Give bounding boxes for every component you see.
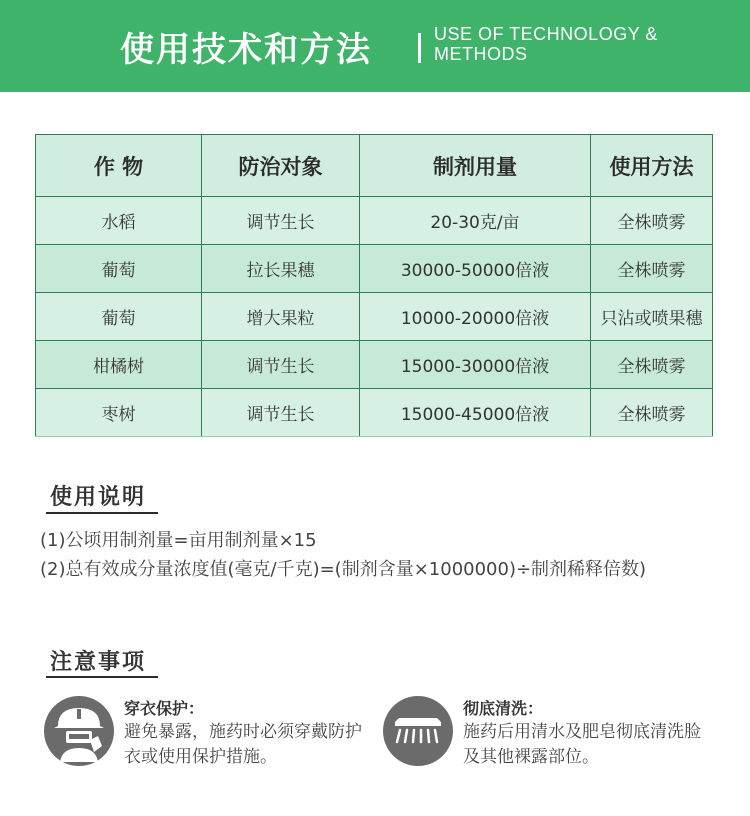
precaution-text: 施药后用清水及肥皂彻底清洗脸及其他裸露部位。: [463, 722, 701, 767]
cell-method: 全株喷雾: [591, 245, 713, 293]
cell-target: 调节生长: [202, 389, 360, 437]
header-banner: [0, 0, 750, 92]
cell-dosage: 15000-30000倍液: [360, 341, 591, 389]
instructions-underline: [46, 512, 158, 514]
precautions-underline: [46, 676, 158, 678]
instructions-heading: 使用说明: [50, 485, 147, 510]
cell-dosage: 10000-20000倍液: [360, 293, 591, 341]
header-method: 使用方法: [591, 135, 713, 197]
protective-worker-icon: [44, 696, 114, 766]
table-row: [36, 341, 713, 389]
table-row: [36, 389, 713, 437]
precaution-text: 避免暴露，施药时必须穿戴防护衣或使用保护措施。: [124, 722, 362, 767]
cell-method: 全株喷雾: [591, 341, 713, 389]
precaution-washing: [383, 696, 713, 776]
english-subtitle: [434, 24, 714, 64]
shower-icon: [383, 696, 453, 766]
page-title: 使用技术和方法: [120, 30, 372, 70]
cell-crop: 水稻: [36, 197, 202, 245]
english-subtitle-line-2: METHODS: [434, 44, 528, 64]
table-row: [36, 197, 713, 245]
cell-crop: 葡萄: [36, 293, 202, 341]
cell-method: 全株喷雾: [591, 389, 713, 437]
title-divider: [418, 33, 421, 63]
header-target: 防治对象: [202, 135, 360, 197]
cell-dosage: 30000-50000倍液: [360, 245, 591, 293]
cell-dosage: 15000-45000倍液: [360, 389, 591, 437]
precaution-title: 彻底清洗：: [463, 699, 544, 718]
cell-crop: 柑橘树: [36, 341, 202, 389]
header-dosage: 制剂用量: [360, 135, 591, 197]
table-row: [36, 245, 713, 293]
usage-table: [35, 134, 713, 437]
cell-target: 调节生长: [202, 197, 360, 245]
instruction-line-2: (2)总有效成分量浓度值(毫克/千克)=(制剂含量×1000000)÷制剂稀释倍数): [40, 559, 647, 580]
cell-dosage: 20-30克/亩: [360, 197, 591, 245]
cell-method: 全株喷雾: [591, 197, 713, 245]
english-subtitle-line-1: USE OF TECHNOLOGY &: [434, 24, 658, 44]
cell-method: 只沾或喷果穗: [591, 293, 713, 341]
precaution-protection: [44, 696, 374, 776]
cell-crop: 葡萄: [36, 245, 202, 293]
cell-target: 拉长果穗: [202, 245, 360, 293]
precautions-heading: 注意事项: [50, 650, 147, 675]
precaution-title: 穿衣保护：: [124, 699, 205, 718]
table-row: [36, 293, 713, 341]
cell-target: 调节生长: [202, 341, 360, 389]
instruction-line-1: (1)公顷用制剂量=亩用制剂量×15: [40, 530, 317, 551]
table-header-row: [36, 135, 713, 197]
header-crop: 作 物: [36, 135, 202, 197]
cell-crop: 枣树: [36, 389, 202, 437]
cell-target: 增大果粒: [202, 293, 360, 341]
